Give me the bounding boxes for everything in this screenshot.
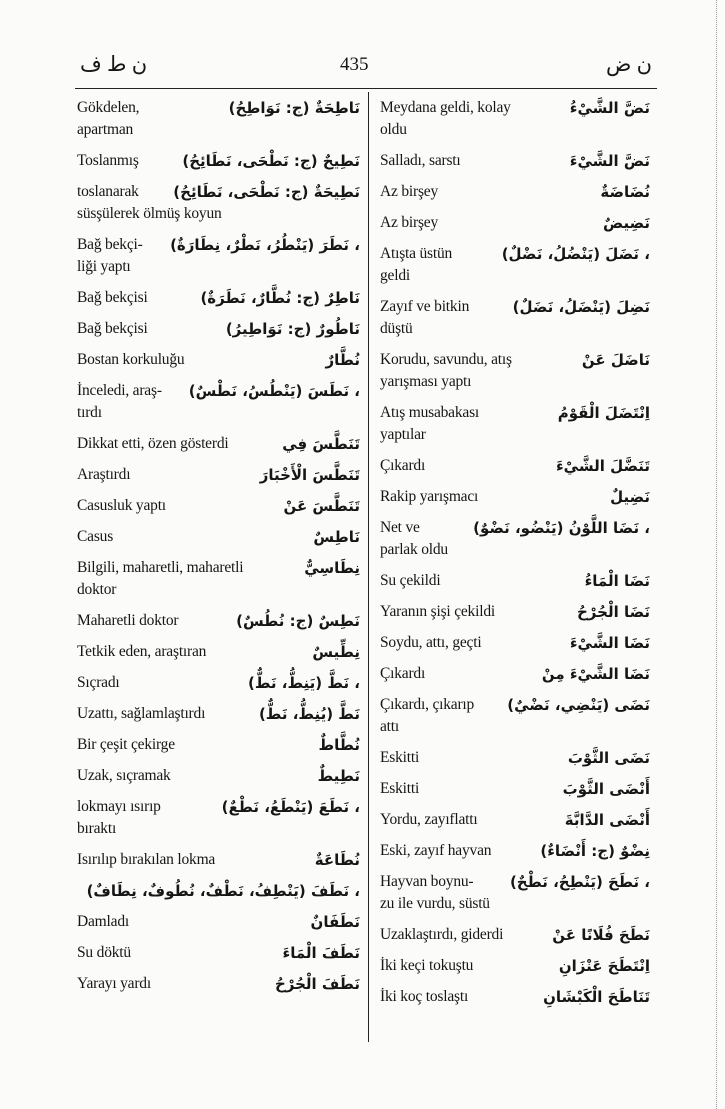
arabic-headword: ، نَطَرَ (يَنْطُرُ، نَطْرٌ، نِطَارَةٌ) <box>170 236 360 254</box>
page-number: 435 <box>340 54 369 75</box>
turkish-meaning: İki koç toslaştı <box>380 988 469 1005</box>
entry-line <box>77 256 362 278</box>
entry-line <box>77 610 362 632</box>
entry-line <box>380 455 652 477</box>
entry-line <box>77 287 362 309</box>
turkish-meaning: Bağ bekçi- <box>77 236 143 253</box>
dictionary-entry <box>380 570 652 601</box>
arabic-headword: ، نَطَسَ (يَنْطُسُ، نَطْسٌ) <box>188 382 360 400</box>
turkish-meaning: Bostan korkuluğu <box>77 351 185 368</box>
turkish-meaning: İki keçi tokuştu <box>380 957 474 974</box>
dictionary-entry <box>380 924 652 955</box>
turkish-meaning: parlak oldu <box>380 541 448 558</box>
turkish-meaning: Atışta üstün <box>380 245 453 262</box>
dictionary-entry <box>380 455 652 486</box>
arabic-headword: اِنْتَضَلَ الْقَوْمُ <box>557 404 650 422</box>
dictionary-entry <box>380 486 652 517</box>
arabic-headword: نُضَاضَةٌ <box>600 183 650 201</box>
turkish-meaning: zu ile vurdu, süstü <box>380 895 490 912</box>
entry-line <box>380 570 652 592</box>
dictionary-entry <box>380 212 652 243</box>
turkish-meaning: Su çekildi <box>380 572 441 589</box>
turkish-meaning: tırdı <box>77 404 102 421</box>
column-divider <box>368 92 369 1042</box>
turkish-meaning: Az birşey <box>380 183 439 200</box>
arabic-headword: نَطِسٌ (ج: نُطُسٌ) <box>236 612 360 630</box>
dictionary-entry <box>380 809 652 840</box>
entry-line <box>77 119 362 141</box>
arabic-headword: تَنَطَّسَ الْأَخْبَارَ <box>259 466 360 484</box>
dictionary-entry <box>77 672 362 703</box>
entry-line <box>380 212 652 234</box>
entry-line <box>380 119 652 141</box>
entry-line <box>77 579 362 601</box>
dictionary-entry <box>77 495 362 526</box>
dictionary-entry <box>77 911 362 942</box>
turkish-meaning: Gökdelen, <box>77 99 140 116</box>
entry-line <box>77 234 362 256</box>
entry-line <box>77 464 362 486</box>
turkish-meaning: Atış musabakası <box>380 404 480 421</box>
entry-line <box>77 796 362 818</box>
entry-line <box>380 924 652 946</box>
arabic-headword: نَطَّ (يُنِطُّ، نَطٌّ) <box>258 705 360 723</box>
turkish-meaning: bıraktı <box>77 820 117 837</box>
arabic-headword: نَضِيضٌ <box>603 214 650 232</box>
turkish-meaning: Zayıf ve bitkin <box>380 298 470 315</box>
arabic-headword: تَنَاطَحَ الْكَبْشَانِ <box>543 988 650 1006</box>
dictionary-entry <box>77 349 362 380</box>
entry-line <box>77 150 362 172</box>
turkish-meaning: Tetkik eden, araştıran <box>77 643 207 660</box>
dictionary-entry <box>380 517 652 570</box>
entry-line <box>380 778 652 800</box>
entry-line <box>380 318 652 340</box>
entry-line <box>77 495 362 517</box>
entry-line <box>77 641 362 663</box>
dictionary-entry <box>380 150 652 181</box>
arabic-headword: تَنَضَّلَ الشَّيْءَ <box>555 457 650 475</box>
turkish-meaning: toslanarak <box>77 183 139 200</box>
dictionary-entry <box>380 402 652 455</box>
arabic-headword: نَضَا الْجُرْحُ <box>577 603 650 621</box>
turkish-meaning: Yarayı yardı <box>77 975 151 992</box>
entry-line <box>380 402 652 424</box>
entry-line <box>77 97 362 119</box>
dictionary-entry <box>77 796 362 849</box>
entry-line <box>77 849 362 871</box>
dictionary-entry <box>77 973 362 1004</box>
arabic-headword: ، نَطَحَ (يَنْطِحُ، نَطْحٌ) <box>509 873 650 891</box>
dictionary-entry <box>380 181 652 212</box>
entry-line <box>380 716 652 738</box>
entry-line <box>77 380 362 402</box>
dictionary-entry <box>77 318 362 349</box>
entry-line <box>380 349 652 371</box>
dictionary-entry <box>380 778 652 809</box>
turkish-meaning: Hayvan boynu- <box>380 873 474 890</box>
arabic-headword: نُطَاعَةٌ <box>314 851 360 869</box>
arabic-headword: نَاطُورٌ (ج: نَوَاطِيرُ) <box>225 320 360 338</box>
arabic-headword: نَضَا الْمَاءُ <box>584 572 650 590</box>
entry-line <box>380 747 652 769</box>
entry-line <box>77 181 362 203</box>
header-rule <box>75 88 657 89</box>
dictionary-entry <box>77 181 362 234</box>
turkish-meaning: Salladı, sarstı <box>380 152 461 169</box>
arabic-headword: نُطَّارٌ <box>325 351 360 369</box>
entry-line <box>77 880 362 902</box>
entry-line <box>380 871 652 893</box>
turkish-meaning: Casus <box>77 528 114 545</box>
turkish-meaning: Uzak, sıçramak <box>77 767 171 784</box>
arabic-headword: نِطَاسِيٌّ <box>304 559 360 577</box>
entry-line <box>77 911 362 933</box>
turkish-meaning: oldu <box>380 121 407 138</box>
entry-line <box>77 402 362 424</box>
turkish-meaning: Eskitti <box>380 780 420 797</box>
dictionary-entry <box>77 734 362 765</box>
turkish-meaning: Soydu, attı, geçti <box>380 634 482 651</box>
entry-line <box>77 203 362 225</box>
turkish-meaning: yaptılar <box>380 426 426 443</box>
dictionary-entry <box>380 986 652 1017</box>
turkish-meaning: Uzaklaştırdı, giderdi <box>380 926 504 943</box>
turkish-meaning: Çıkardı, çıkarıp <box>380 696 475 713</box>
entry-line <box>380 955 652 977</box>
entry-line <box>380 539 652 561</box>
entry-line <box>380 840 652 862</box>
turkish-meaning: düştü <box>380 320 413 337</box>
entry-line <box>380 986 652 1008</box>
dictionary-entry <box>77 880 362 911</box>
entry-line <box>77 318 362 340</box>
entry-line <box>380 694 652 716</box>
dictionary-entry <box>77 380 362 433</box>
turkish-meaning: Bağ bekçisi <box>77 289 148 306</box>
turkish-meaning: Su döktü <box>77 944 131 961</box>
entry-line <box>77 349 362 371</box>
arabic-headword: نَطِيحٌ (ج: نَطْحَى، نَطَائِحُ) <box>182 152 360 170</box>
dictionary-entry <box>380 243 652 296</box>
arabic-headword: نُطَّاطٌ <box>318 736 360 754</box>
turkish-meaning: Maharetli doktor <box>77 612 179 629</box>
dictionary-entry <box>77 610 362 641</box>
arabic-headword: نَطِيحَةٌ (ج: نَطْحَى، نَطَائِحُ) <box>173 183 360 201</box>
entry-line <box>77 557 362 579</box>
turkish-meaning: Az birşey <box>380 214 439 231</box>
turkish-meaning: yarışması yaptı <box>380 373 472 390</box>
entry-line <box>380 486 652 508</box>
turkish-meaning: İnceledi, araş- <box>77 382 162 399</box>
entry-line <box>380 97 652 119</box>
entry-line <box>380 181 652 203</box>
arabic-headword: ، نَطَعَ (يَنْطَعُ، نَطْعٌ) <box>221 798 360 816</box>
entry-line <box>380 632 652 654</box>
dictionary-entry <box>77 557 362 610</box>
arabic-headword: نَطَحَ فُلَانًا عَنْ <box>552 926 650 944</box>
turkish-meaning: apartman <box>77 121 134 138</box>
turkish-meaning: Eskitti <box>380 749 420 766</box>
right-column <box>380 97 652 1017</box>
turkish-meaning: Isırılıp bırakılan lokma <box>77 851 216 868</box>
dictionary-entry <box>380 747 652 778</box>
arabic-headword: ، نَطَفَ (يَنْطِفُ، نَطْفٌ، نُطُوفٌ، نِطَافٌ) <box>86 882 360 900</box>
entry-line <box>77 818 362 840</box>
dictionary-entry <box>77 849 362 880</box>
arabic-headword: نَضِلَ (يَنْضَلُ، نَضَلٌ) <box>512 298 650 316</box>
dictionary-entry <box>77 150 362 181</box>
entry-line <box>77 703 362 725</box>
dictionary-entry <box>380 349 652 402</box>
turkish-meaning: Çıkardı <box>380 665 426 682</box>
turkish-meaning: Yaranın şişi çekildi <box>380 603 495 620</box>
arabic-headword: أَنْضَى الدَّابَّةَ <box>564 811 650 829</box>
entry-line <box>77 734 362 756</box>
turkish-meaning: Rakip yarışmacı <box>380 488 479 505</box>
arabic-headword: تَنَطَّسَ عَنْ <box>283 497 360 515</box>
turkish-meaning: Bağ bekçisi <box>77 320 148 337</box>
turkish-meaning: Damladı <box>77 913 129 930</box>
page-edge-dotted-line <box>716 0 717 1109</box>
arabic-headword: نِضْوٌ (ج: أَنْضَاءٌ) <box>540 842 650 860</box>
turkish-meaning: Toslanmış <box>77 152 139 169</box>
turkish-meaning: süsşülerek ölmüş koyun <box>77 205 222 222</box>
arabic-headword: ، نَضَا اللَّوْنُ (يَنْضُو، نَضْوٌ) <box>473 519 650 537</box>
turkish-meaning: Casusluk yaptı <box>77 497 166 514</box>
entry-line <box>380 371 652 393</box>
entry-line <box>77 672 362 694</box>
dictionary-entry <box>380 694 652 747</box>
dictionary-entry <box>77 641 362 672</box>
arabic-headword: تَنَطَّسَ فِي <box>282 435 360 453</box>
arabic-headword: نَطَفَ الْمَاءَ <box>282 944 360 962</box>
arabic-headword: ، نَطَّ (يَنِطُّ، نَطٌّ) <box>248 674 360 692</box>
dictionary-entry <box>380 97 652 150</box>
arabic-headword: اِنْتَطَحَ عَنْزَانِ <box>558 957 650 975</box>
turkish-meaning: Sıçradı <box>77 674 120 691</box>
arabic-headword: ، نَضَلَ (يَنْضُلُ، نَضْلٌ) <box>501 245 650 263</box>
arabic-headword: نَضَى (يَنْضِي، نَضْيٌ) <box>507 696 650 714</box>
arabic-headword: نَاضَلَ عَنْ <box>581 351 650 369</box>
arabic-headword: نَطَفَ الْجُرْحُ <box>274 975 360 993</box>
entry-line <box>380 296 652 318</box>
dictionary-entry <box>77 97 362 150</box>
entry-line <box>380 517 652 539</box>
dictionary-entry <box>380 601 652 632</box>
arabic-headword: نَضَّ الشَّيْءَ <box>569 152 650 170</box>
arabic-headword: نَاطِحَةٌ (ج: نَوَاطِحُ) <box>228 99 360 117</box>
entry-line <box>380 150 652 172</box>
arabic-headword: نِطِّيسٌ <box>312 643 360 661</box>
entry-line <box>77 942 362 964</box>
dictionary-entry <box>380 955 652 986</box>
turkish-meaning: Eski, zayıf hayvan <box>380 842 492 859</box>
turkish-meaning: Meydana geldi, kolay <box>380 99 511 116</box>
arabic-headword: نَضَا الشَّيْءَ مِنْ <box>541 665 650 683</box>
dictionary-entry <box>380 840 652 871</box>
arabic-headword: نَاطِسٌ <box>313 528 360 546</box>
dictionary-entry <box>77 526 362 557</box>
entry-line <box>380 243 652 265</box>
turkish-meaning: Bir çeşit çekirge <box>77 736 175 753</box>
turkish-meaning: geldi <box>380 267 410 284</box>
arabic-headword: أَنْضَى الثَّوْبَ <box>562 780 650 798</box>
entry-line <box>77 973 362 995</box>
header-right-letters: ن ض <box>606 52 653 76</box>
turkish-meaning: attı <box>380 718 399 735</box>
entry-line <box>380 893 652 915</box>
entry-line <box>380 601 652 623</box>
entry-line <box>380 265 652 287</box>
turkish-meaning: Korudu, savundu, atış <box>380 351 512 368</box>
dictionary-entry <box>380 632 652 663</box>
turkish-meaning: Uzattı, sağlamlaştırdı <box>77 705 206 722</box>
entry-line <box>77 765 362 787</box>
arabic-headword: نَضِيلٌ <box>610 488 650 506</box>
header-left-letters: ن ط ف <box>80 52 148 76</box>
dictionary-entry <box>77 433 362 464</box>
turkish-meaning: doktor <box>77 581 117 598</box>
turkish-meaning: Çıkardı <box>380 457 426 474</box>
turkish-meaning: Dikkat etti, özen gösterdi <box>77 435 229 452</box>
dictionary-entry <box>77 703 362 734</box>
left-column <box>77 97 362 1004</box>
turkish-meaning: Araştırdı <box>77 466 131 483</box>
entry-line <box>77 526 362 548</box>
turkish-meaning: Yordu, zayıflattı <box>380 811 478 828</box>
arabic-headword: نَضَا الشَّيْءَ <box>569 634 650 652</box>
dictionary-entry <box>77 464 362 495</box>
dictionary-entry <box>77 942 362 973</box>
dictionary-entry <box>380 296 652 349</box>
turkish-meaning: Net ve <box>380 519 420 536</box>
dictionary-entry <box>380 871 652 924</box>
arabic-headword: نَاطِرٌ (ج: نُطَّارٌ، نَطَرَةٌ) <box>200 289 360 307</box>
entry-line <box>77 433 362 455</box>
arabic-headword: نَضَّ الشَّيْءُ <box>569 99 650 117</box>
dictionary-entry <box>380 663 652 694</box>
arabic-headword: نَطِيطٌ <box>317 767 360 785</box>
page-header <box>0 52 725 82</box>
dictionary-entry <box>77 234 362 287</box>
entry-line <box>380 809 652 831</box>
dictionary-entry <box>77 765 362 796</box>
turkish-meaning: lokmayı ısırıp <box>77 798 161 815</box>
entry-line <box>380 424 652 446</box>
turkish-meaning: liği yaptı <box>77 258 131 275</box>
arabic-headword: نَطَفَانٌ <box>310 913 360 931</box>
arabic-headword: نَضَى الثَّوْبَ <box>567 749 650 767</box>
dictionary-entry <box>77 287 362 318</box>
entry-line <box>380 663 652 685</box>
turkish-meaning: Bilgili, maharetli, maharetli <box>77 559 244 576</box>
